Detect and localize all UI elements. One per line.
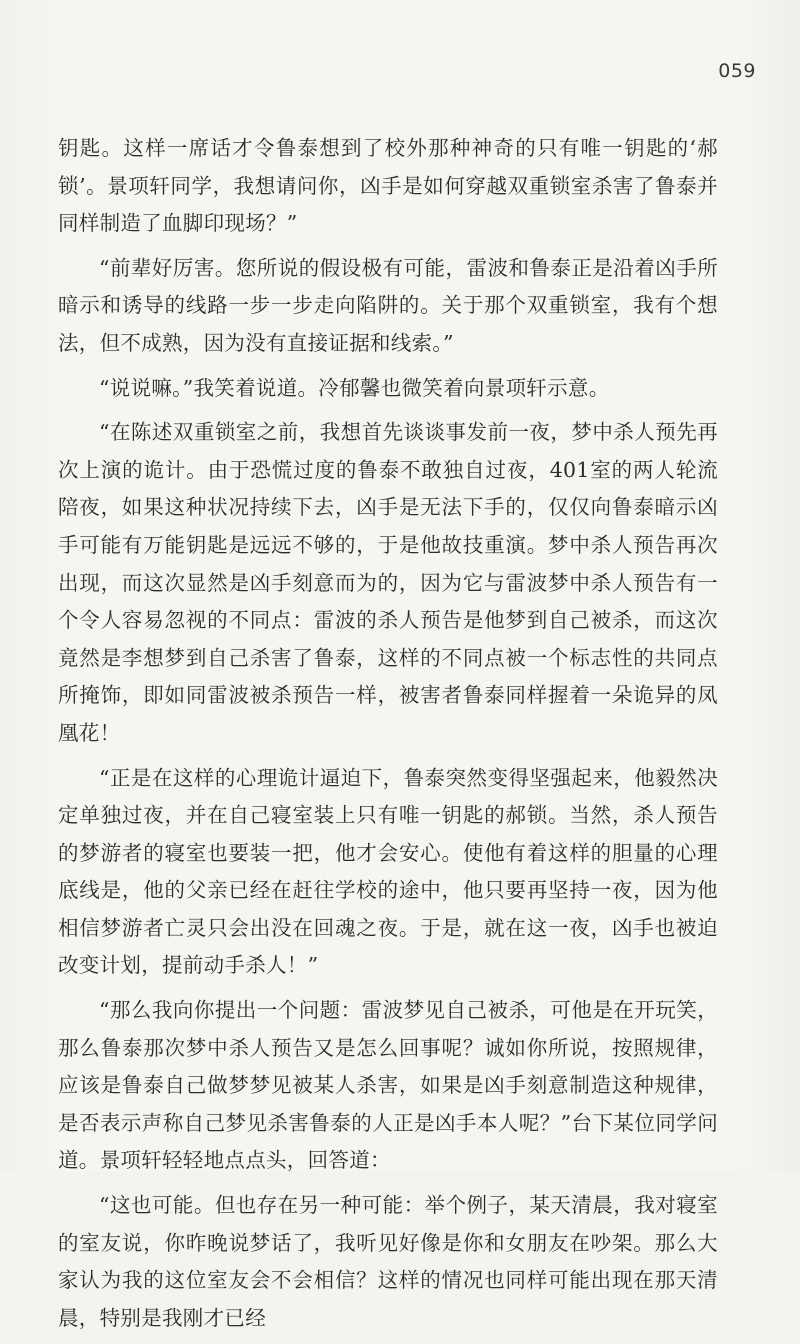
- paragraph: “这也可能。但也存在另一种可能：举个例子，某天清晨，我对寝室的室友说，你昨晚说梦话了，我听见好像是你和女朋友在吵架。那么大家认为我的这位室友会不会相信？这样的情况也同样可能出现在那天清晨，特别是我刚才已经: [58, 1193, 718, 1330]
- paragraph: “前辈好厉害。您所说的假设极有可能，雷波和鲁泰正是沿着凶手所暗示和诱导的线路一步一步走向陷阱的。关于那个双重锁室，我有个想法，但不成熟，因为没有直接证据和线索。”: [58, 255, 718, 355]
- paragraph: “那么我向你提出一个问题：雷波梦见自己被杀，可他是在开玩笑，那么鲁泰那次梦中杀人预告又是怎么回事呢？诚如你所说，按照规律，应该是鲁泰自己做梦梦见被某人杀害，如果是凶手刻意制造这种规律，是否表示声称自己梦见杀害鲁泰的人正是凶手本人呢？”台下某位同学问道。景项轩轻轻地点点头，回答道：: [58, 998, 718, 1173]
- paragraph: “在陈述双重锁室之前，我想首先谈谈事发前一夜，梦中杀人预先再次上演的诡计。由于恐慌过度的鲁泰不敢独自过夜，401室的两人轮流陪夜，如果这种状况持续下去，凶手是无法下手的，仅仅向鲁泰暗示凶手可能有万能钥匙是远远不够的，于是他故技重演。梦中杀人预告再次出现，而这次显然是凶手刻意而为的，因为它与雷波梦中杀人预告有一个令人容易忽视的不同点：雷波的杀人预告是他梦到自己被杀，而这次竟然是李想梦到自己杀害了鲁泰，这样的不同点被一个标志性的共同点所掩饰，即如同雷波被杀预告一样，被害者鲁泰同样握着一朵诡异的凤凰花！: [58, 420, 718, 745]
- paragraph: 钥匙。这样一席话才令鲁泰想到了校外那种神奇的只有唯一钥匙的‘郝锁’。景项轩同学，我想请问你，凶手是如何穿越双重锁室杀害了鲁泰并同样制造了血脚印现场？”: [58, 136, 718, 236]
- page-number: 059: [718, 60, 756, 82]
- paragraph: “正是在这样的心理诡计逼迫下，鲁泰突然变得坚强起来，他毅然决定单独过夜，并在自己寝室装上只有唯一钥匙的郝锁。当然，杀人预告的梦游者的寝室也要装一把，他才会安心。使他有着这样的胆量的心理底线是，他的父亲已经在赶往学校的途中，他只要再坚持一夜，因为他相信梦游者亡灵只会出没在回魂之夜。于是，就在这一夜，凶手也被迫改变计划，提前动手杀人！”: [58, 765, 718, 978]
- paragraph: “说说嘛。”我笑着说道。冷郁馨也微笑着向景项轩示意。: [99, 375, 610, 400]
- body-text: [58, 130, 718, 1344]
